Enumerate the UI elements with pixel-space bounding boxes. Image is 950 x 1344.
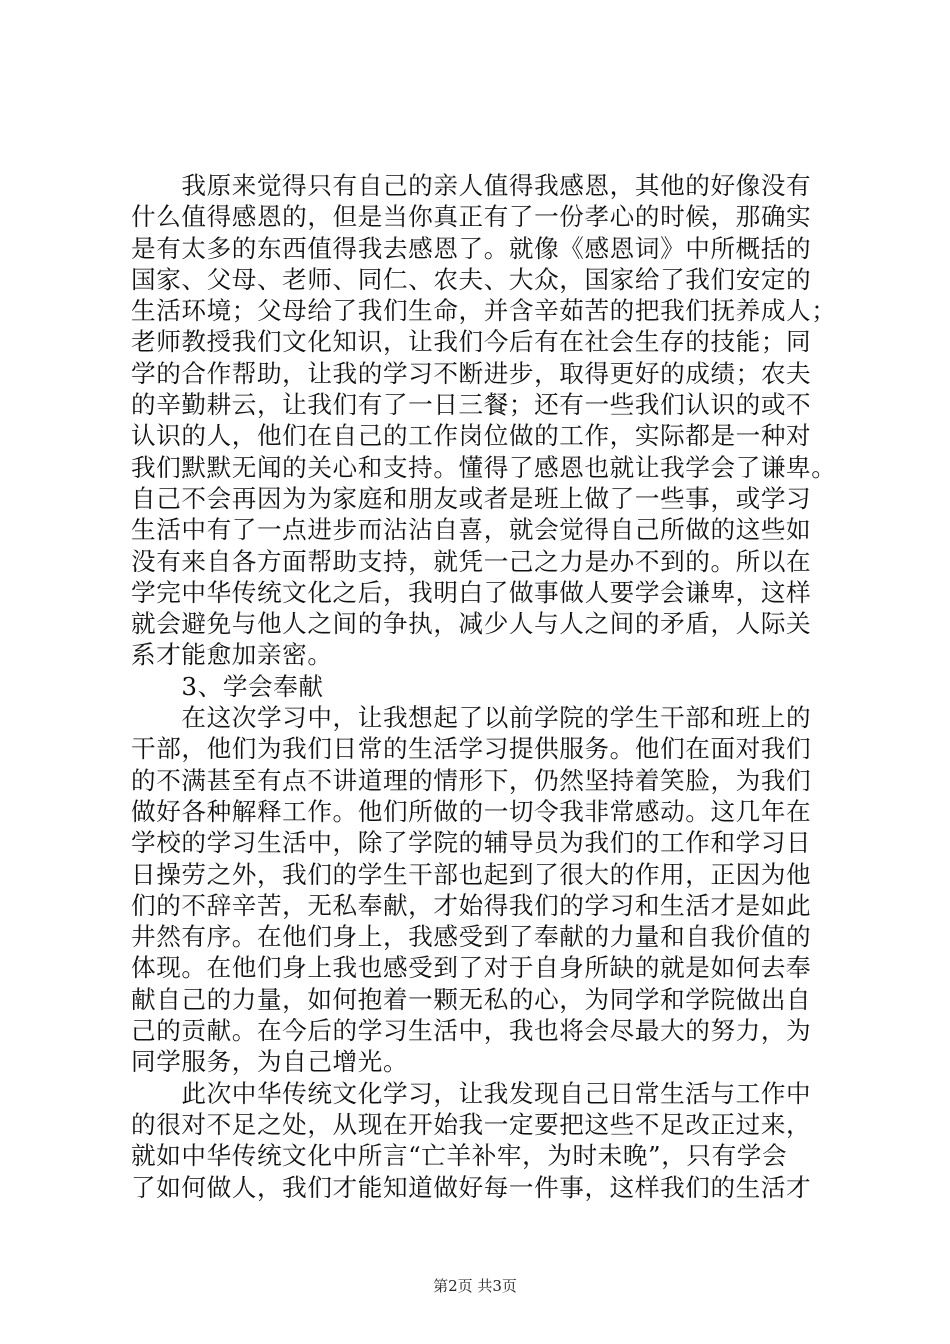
- text-line: 认识的人，他们在自己的工作岗位做的工作，实际都是一种对: [131, 421, 812, 451]
- text-line: 国家、父母、老师、同仁、农夫、大众，国家给了我们安定的: [131, 264, 812, 294]
- text-line: 井然有序。在他们身上，我感受到了奉献的力量和自我价值的: [131, 922, 812, 952]
- text-line: 们的不辞辛苦，无私奉献，才始得我们的学习和生活才是如此: [131, 890, 812, 920]
- text-line: 学完中华传统文化之后，我明白了做事做人要学会谦卑，这样: [131, 577, 812, 607]
- text-line: 的辛勤耕云，让我们有了一日三餐；还有一些我们认识的或不: [131, 390, 812, 420]
- text-line: 同学服务，为自己增光。: [131, 1047, 409, 1077]
- text-line: 没有来自各方面帮助支持，就凭一己之力是办不到的。所以在: [131, 546, 812, 576]
- text-line: 是有太多的东西值得我去感恩了。就像《感恩词》中所概括的: [131, 233, 812, 263]
- text-line: 在这次学习中，让我想起了以前学院的学生干部和班上的: [131, 703, 812, 733]
- text-line: 就如中华传统文化中所言“亡羊补牢，为时未晚”，只有学会: [131, 1141, 788, 1171]
- text-line: 的不满甚至有点不讲道理的情形下，仍然坚持着笑脸，为我们: [131, 765, 812, 795]
- text-line: 体现。在他们身上我也感受到了对于自身所缺的就是如何去奉: [131, 953, 812, 983]
- text-line: 此次中华传统文化学习，让我发现自己日常生活与工作中: [131, 1078, 812, 1108]
- text-line: 了如何做人，我们才能知道做好每一件事，这样我们的生活才: [131, 1172, 812, 1202]
- page-footer: 第2页 共3页: [433, 1277, 517, 1295]
- text-line: 学的合作帮助，让我的学习不断进步，取得更好的成绩；农夫: [131, 358, 812, 388]
- text-line: 干部，他们为我们日常的生活学习提供服务。他们在面对我们: [131, 734, 812, 764]
- text-line: 学校的学习生活中，除了学院的辅导员为我们的工作和学习日: [131, 828, 812, 858]
- text-line: 日操劳之外，我们的学生干部也起到了很大的作用，正因为他: [131, 859, 812, 889]
- text-line: 自己不会再因为为家庭和朋友或者是班上做了一些事，或学习: [131, 483, 812, 513]
- text-line: 己的贡献。在今后的学习生活中，我也将会尽最大的努力，为: [131, 1016, 812, 1046]
- text-line: 生活中有了一点进步而沾沾自喜，就会觉得自己所做的这些如: [131, 515, 812, 545]
- text-line: 我们默默无闻的关心和支持。懂得了感恩也就让我学会了谦卑。: [131, 452, 837, 482]
- text-line: 就会避免与他人之间的争执，减少人与人之间的矛盾，人际关: [131, 609, 812, 639]
- body-text: [131, 170, 837, 1203]
- text-line: 3、学会奉献: [131, 671, 324, 701]
- text-line: 老师教授我们文化知识，让我们今后有在社会生存的技能；同: [131, 327, 812, 357]
- text-line: 做好各种解释工作。他们所做的一切令我非常感动。这几年在: [131, 796, 812, 826]
- text-line: 的很对不足之处，从现在开始我一定要把这些不足改正过来，: [131, 1109, 812, 1139]
- text-line: 生活环境；父母给了我们生命，并含辛茹苦的把我们抚养成人；: [131, 296, 837, 326]
- text-line: 什么值得感恩的，但是当你真正有了一份孝心的时候，那确实: [131, 202, 812, 232]
- text-line: 献自己的力量，如何抱着一颗无私的心，为同学和学院做出自: [131, 984, 812, 1014]
- text-line: 系才能愈加亲密。: [131, 640, 333, 670]
- text-line: 我原来觉得只有自己的亲人值得我感恩，其他的好像没有: [131, 171, 812, 200]
